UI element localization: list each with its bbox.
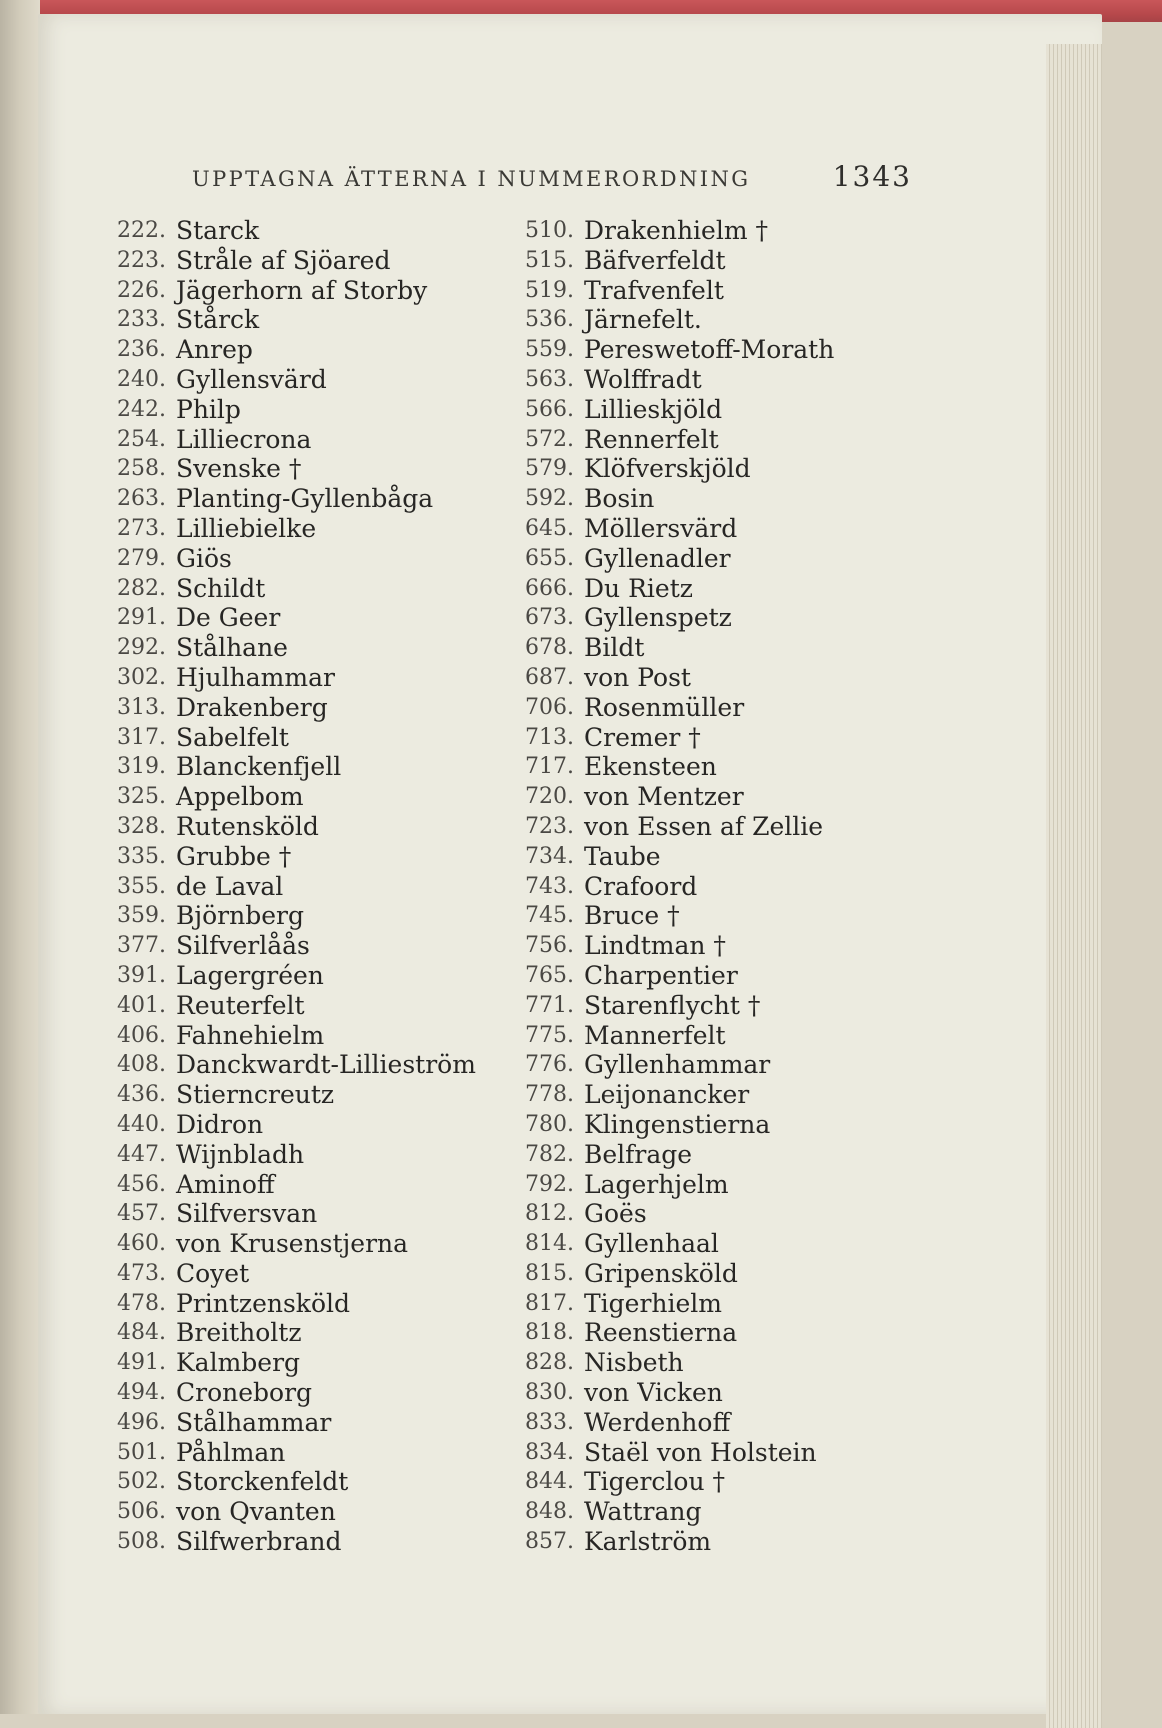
entry-name: von Post xyxy=(584,662,691,692)
list-entry xyxy=(506,276,946,306)
entry-number: 328. xyxy=(117,813,166,839)
entry-number: 291. xyxy=(117,605,166,631)
entry-name: Rutensköld xyxy=(176,811,319,841)
list-entry xyxy=(98,1289,538,1319)
list-entry xyxy=(98,782,538,812)
entry-number: 734. xyxy=(525,843,574,869)
list-entry xyxy=(506,961,946,991)
list-entry xyxy=(98,335,538,365)
entry-number: 559. xyxy=(525,337,574,363)
entry-number: 456. xyxy=(117,1171,166,1197)
entry-name: Croneborg xyxy=(176,1378,313,1408)
entry-number: 222. xyxy=(117,218,166,243)
page-number: 1343 xyxy=(832,160,912,193)
list-entry xyxy=(98,1140,538,1170)
list-entry xyxy=(506,305,946,335)
list-entry xyxy=(98,931,538,961)
entry-number: 501. xyxy=(117,1439,166,1465)
entry-number: 447. xyxy=(117,1141,166,1167)
entry-name: Fahnehielm xyxy=(176,1020,325,1050)
entry-number: 848. xyxy=(525,1499,574,1525)
list-entry xyxy=(506,1318,946,1348)
entry-name: Bosin xyxy=(584,484,655,514)
list-entry xyxy=(506,1021,946,1051)
entry-name: Nisbeth xyxy=(584,1348,684,1378)
list-entry xyxy=(506,1199,946,1229)
entry-number: 775. xyxy=(525,1022,574,1048)
entry-number: 834. xyxy=(525,1439,574,1465)
entry-number: 457. xyxy=(117,1201,166,1227)
entry-number: 566. xyxy=(525,396,574,422)
entry-number: 817. xyxy=(525,1290,574,1316)
list-entry xyxy=(98,1378,538,1408)
entry-name: Bildt xyxy=(584,633,645,663)
entry-name: Svenske † xyxy=(176,454,302,484)
entry-name: Stårck xyxy=(176,305,260,335)
entry-name: Didron xyxy=(176,1109,264,1139)
list-entry xyxy=(506,395,946,425)
entry-name: Wolffradt xyxy=(584,364,702,394)
entry-name: Stålhammar xyxy=(176,1407,332,1437)
entry-name: Järnefelt. xyxy=(584,305,702,335)
list-entry xyxy=(506,1348,946,1378)
list-entry xyxy=(506,842,946,872)
entry-name: Kalmberg xyxy=(176,1348,301,1378)
entry-name: Lillieskjöld xyxy=(584,394,723,424)
entry-number: 302. xyxy=(117,664,166,690)
entry-number: 292. xyxy=(117,635,166,661)
entry-number: 377. xyxy=(117,933,166,959)
entry-name: Lindtman † xyxy=(584,931,726,961)
list-entry xyxy=(506,633,946,663)
entry-number: 313. xyxy=(117,694,166,720)
entry-number: 723. xyxy=(525,813,574,839)
entry-number: 242. xyxy=(117,396,166,422)
entry-number: 815. xyxy=(525,1260,574,1286)
entry-number: 592. xyxy=(525,486,574,512)
entry-number: 830. xyxy=(525,1380,574,1406)
entry-name: Tigerhielm xyxy=(584,1288,723,1318)
list-entry xyxy=(98,1050,538,1080)
list-entry xyxy=(98,1199,538,1229)
list-entry xyxy=(98,1229,538,1259)
list-entry xyxy=(506,991,946,1021)
entry-number: 818. xyxy=(525,1320,574,1346)
entry-number: 391. xyxy=(117,962,166,988)
list-entry xyxy=(98,574,538,604)
entry-name: Wattrang xyxy=(584,1497,702,1527)
list-entry xyxy=(506,663,946,693)
entry-name: Leijonancker xyxy=(584,1080,750,1110)
entry-name: Karlström xyxy=(584,1527,712,1557)
entry-name: Philp xyxy=(176,394,241,424)
entry-name: Blanckenfjell xyxy=(176,752,342,782)
entry-number: 496. xyxy=(117,1409,166,1435)
entry-name: Gyllenhaal xyxy=(584,1229,719,1259)
entry-number: 782. xyxy=(525,1141,574,1167)
entry-number: 572. xyxy=(525,426,574,452)
list-entry xyxy=(506,603,946,633)
entry-number: 325. xyxy=(117,784,166,810)
entry-number: 502. xyxy=(117,1469,166,1495)
entry-number: 263. xyxy=(117,486,166,512)
list-entry xyxy=(98,1467,538,1497)
entry-name: Bäfverfeldt xyxy=(584,245,726,275)
entry-name: von Essen af Zellie xyxy=(584,811,824,841)
left-column xyxy=(98,216,538,1557)
list-entry xyxy=(98,633,538,663)
entry-name: Werdenhoff xyxy=(584,1407,731,1437)
list-entry xyxy=(98,246,538,276)
entry-name: Gyllenadler xyxy=(584,543,731,573)
entry-number: 515. xyxy=(525,247,574,273)
entry-name: von Krusenstjerna xyxy=(176,1229,409,1259)
list-entry xyxy=(506,1438,946,1468)
list-entry xyxy=(98,901,538,931)
list-entry xyxy=(506,782,946,812)
entry-number: 355. xyxy=(117,873,166,899)
list-entry xyxy=(98,1080,538,1110)
list-entry xyxy=(98,1527,538,1557)
entry-name: von Qvanten xyxy=(176,1497,336,1527)
running-title: UPPTAGNA ÄTTERNA I NUMMERORDNING xyxy=(192,167,751,191)
entry-name: Belfrage xyxy=(584,1139,693,1169)
entry-name: Planting-Gyllenbåga xyxy=(176,484,434,514)
entry-name: Trafvenfelt xyxy=(584,275,724,305)
entry-number: 401. xyxy=(117,992,166,1018)
entry-number: 510. xyxy=(525,218,574,243)
list-entry xyxy=(506,1229,946,1259)
entry-number: 717. xyxy=(525,754,574,780)
list-entry xyxy=(506,1378,946,1408)
entry-number: 673. xyxy=(525,605,574,631)
entry-name: Anrep xyxy=(176,335,253,365)
entry-name: Möllersvärd xyxy=(584,513,738,543)
list-entry xyxy=(506,1170,946,1200)
list-entry xyxy=(506,812,946,842)
entry-number: 226. xyxy=(117,277,166,303)
page-header xyxy=(192,160,912,194)
entry-name: Rennerfelt xyxy=(584,424,719,454)
entry-name: Stålhane xyxy=(176,633,288,663)
list-entry xyxy=(98,484,538,514)
entry-name: Jägerhorn af Storby xyxy=(176,275,428,305)
entry-number: 844. xyxy=(525,1469,574,1495)
entry-name: Grubbe † xyxy=(176,841,292,871)
list-entry xyxy=(506,1259,946,1289)
entry-number: 536. xyxy=(525,307,574,333)
list-entry xyxy=(506,484,946,514)
book-binding xyxy=(0,0,40,1714)
entry-name: Cremer † xyxy=(584,722,701,752)
entry-name: Ekensteen xyxy=(584,752,717,782)
list-entry xyxy=(506,901,946,931)
entry-name: Silfwerbrand xyxy=(176,1527,342,1557)
entry-name: Printzensköld xyxy=(176,1288,351,1318)
entry-name: Coyet xyxy=(176,1258,250,1288)
list-entry xyxy=(506,454,946,484)
entry-number: 519. xyxy=(525,277,574,303)
entry-name: von Vicken xyxy=(584,1378,723,1408)
entry-name: Lilliecrona xyxy=(176,424,312,454)
entry-number: 279. xyxy=(117,545,166,571)
entry-number: 828. xyxy=(525,1350,574,1376)
entry-number: 771. xyxy=(525,992,574,1018)
list-entry xyxy=(98,872,538,902)
list-entry xyxy=(506,872,946,902)
entry-number: 713. xyxy=(525,724,574,750)
entry-number: 484. xyxy=(117,1320,166,1346)
entry-number: 335. xyxy=(117,843,166,869)
entry-name: de Laval xyxy=(176,871,284,901)
entry-number: 792. xyxy=(525,1171,574,1197)
entry-name: De Geer xyxy=(176,603,281,633)
list-entry xyxy=(98,1348,538,1378)
entry-name: Breitholtz xyxy=(176,1318,302,1348)
entry-number: 506. xyxy=(117,1499,166,1525)
list-entry xyxy=(98,1438,538,1468)
entry-number: 814. xyxy=(525,1231,574,1257)
entry-number: 282. xyxy=(117,575,166,601)
entry-name: Starenflycht † xyxy=(584,990,761,1020)
entry-name: Silfversvan xyxy=(176,1199,318,1229)
entry-number: 478. xyxy=(117,1290,166,1316)
list-entry xyxy=(98,454,538,484)
entry-number: 491. xyxy=(117,1350,166,1376)
entry-number: 579. xyxy=(525,456,574,482)
entry-number: 780. xyxy=(525,1111,574,1137)
list-entry xyxy=(98,1318,538,1348)
entry-number: 666. xyxy=(525,575,574,601)
list-entry xyxy=(506,693,946,723)
entry-name: Crafoord xyxy=(584,871,698,901)
list-entry xyxy=(98,216,538,246)
entry-number: 240. xyxy=(117,366,166,392)
list-entry xyxy=(98,842,538,872)
list-entry xyxy=(506,246,946,276)
entry-number: 765. xyxy=(525,962,574,988)
entry-number: 563. xyxy=(525,366,574,392)
entry-number: 720. xyxy=(525,784,574,810)
entry-name: Gyllensvärd xyxy=(176,364,327,394)
entry-number: 833. xyxy=(525,1409,574,1435)
list-entry xyxy=(98,961,538,991)
entry-number: 706. xyxy=(525,694,574,720)
list-entry xyxy=(506,425,946,455)
list-entry xyxy=(98,1497,538,1527)
entry-name: Klingenstierna xyxy=(584,1109,771,1139)
entry-number: 778. xyxy=(525,1082,574,1108)
entry-number: 258. xyxy=(117,456,166,482)
entry-number: 436. xyxy=(117,1082,166,1108)
entry-name: Lagergréen xyxy=(176,960,324,990)
list-entry xyxy=(98,663,538,693)
entry-name: Starck xyxy=(176,216,260,245)
list-entry xyxy=(98,1408,538,1438)
list-entry xyxy=(98,693,538,723)
entry-name: Schildt xyxy=(176,573,266,603)
list-entry xyxy=(506,1408,946,1438)
entry-name: Reuterfelt xyxy=(176,990,305,1020)
entry-name: Gyllenhammar xyxy=(584,1050,771,1080)
list-entry xyxy=(98,395,538,425)
entry-name: Drakenberg xyxy=(176,692,328,722)
list-entry xyxy=(98,991,538,1021)
list-entry xyxy=(98,1259,538,1289)
entry-name: Lilliebielke xyxy=(176,513,317,543)
entry-number: 460. xyxy=(117,1231,166,1257)
entry-name: Drakenhielm † xyxy=(584,216,768,245)
list-entry xyxy=(98,603,538,633)
entry-name: Gripensköld xyxy=(584,1258,738,1288)
entry-number: 756. xyxy=(525,933,574,959)
list-entry xyxy=(98,812,538,842)
entry-name: Aminoff xyxy=(176,1169,275,1199)
entry-name: Du Rietz xyxy=(584,573,693,603)
list-entry xyxy=(98,276,538,306)
list-entry xyxy=(506,544,946,574)
list-entry xyxy=(506,1527,946,1557)
entry-number: 223. xyxy=(117,247,166,273)
entry-name: Björnberg xyxy=(176,901,304,931)
list-entry xyxy=(506,514,946,544)
entry-number: 745. xyxy=(525,903,574,929)
entry-name: Taube xyxy=(584,841,661,871)
entry-name: Silfverlåås xyxy=(176,931,310,961)
entry-number: 440. xyxy=(117,1111,166,1137)
entry-number: 494. xyxy=(117,1380,166,1406)
entry-name: Gyllenspetz xyxy=(584,603,732,633)
entry-number: 233. xyxy=(117,307,166,333)
entry-name: von Mentzer xyxy=(584,782,744,812)
entry-name: Wijnbladh xyxy=(176,1139,305,1169)
entry-name: Giös xyxy=(176,543,232,573)
list-entry xyxy=(506,1497,946,1527)
entry-name: Hjulhammar xyxy=(176,662,335,692)
page-edges xyxy=(1046,44,1102,1728)
entry-number: 508. xyxy=(117,1529,166,1555)
entry-number: 359. xyxy=(117,903,166,929)
entry-number: 743. xyxy=(525,873,574,899)
entry-number: 776. xyxy=(525,1052,574,1078)
list-entry xyxy=(98,1170,538,1200)
entry-name: Reenstierna xyxy=(584,1318,738,1348)
entry-name: Goës xyxy=(584,1199,647,1229)
entry-name: Lagerhjelm xyxy=(584,1169,729,1199)
list-entry xyxy=(98,1110,538,1140)
entry-name: Påhlman xyxy=(176,1437,286,1467)
list-entry xyxy=(98,305,538,335)
entry-name: Stierncreutz xyxy=(176,1080,335,1110)
list-entry xyxy=(506,1467,946,1497)
entry-name: Bruce † xyxy=(584,901,680,931)
list-entry xyxy=(506,216,946,246)
list-entry xyxy=(506,1080,946,1110)
list-entry xyxy=(506,931,946,961)
list-entry xyxy=(506,1140,946,1170)
entry-number: 319. xyxy=(117,754,166,780)
list-entry xyxy=(98,752,538,782)
entry-number: 687. xyxy=(525,664,574,690)
entry-number: 857. xyxy=(525,1529,574,1555)
entry-name: Pereswetoff-Morath xyxy=(584,335,835,365)
entry-name: Stråle af Sjöared xyxy=(176,245,391,275)
entry-name: Sabelfelt xyxy=(176,722,289,752)
list-entry xyxy=(506,365,946,395)
entry-number: 655. xyxy=(525,545,574,571)
list-entry xyxy=(98,514,538,544)
entry-number: 317. xyxy=(117,724,166,750)
list-entry xyxy=(98,1021,538,1051)
entry-number: 408. xyxy=(117,1052,166,1078)
list-entry xyxy=(98,365,538,395)
entry-number: 473. xyxy=(117,1260,166,1286)
list-entry xyxy=(506,1289,946,1319)
entry-name: Charpentier xyxy=(584,960,738,990)
list-entry xyxy=(506,1110,946,1140)
list-entry xyxy=(98,544,538,574)
entry-name: Appelbom xyxy=(176,782,304,812)
entry-name: Mannerfelt xyxy=(584,1020,726,1050)
entry-name: Staël von Holstein xyxy=(584,1437,817,1467)
list-entry xyxy=(506,752,946,782)
right-column xyxy=(506,216,946,1557)
entry-name: Klöfverskjöld xyxy=(584,454,751,484)
entry-name: Danckwardt-Lillieström xyxy=(176,1050,476,1080)
entry-number: 406. xyxy=(117,1022,166,1048)
entry-name: Rosenmüller xyxy=(584,692,745,722)
list-entry xyxy=(506,574,946,604)
entry-number: 812. xyxy=(525,1201,574,1227)
list-entry xyxy=(506,1050,946,1080)
entry-number: 678. xyxy=(525,635,574,661)
list-entry xyxy=(98,723,538,753)
list-entry xyxy=(98,425,538,455)
entry-name: Tigerclou † xyxy=(584,1467,726,1497)
entry-number: 236. xyxy=(117,337,166,363)
entry-name: Storckenfeldt xyxy=(176,1467,349,1497)
entry-number: 254. xyxy=(117,426,166,452)
list-entry xyxy=(506,723,946,753)
entry-number: 645. xyxy=(525,515,574,541)
entry-number: 273. xyxy=(117,515,166,541)
list-entry xyxy=(506,335,946,365)
